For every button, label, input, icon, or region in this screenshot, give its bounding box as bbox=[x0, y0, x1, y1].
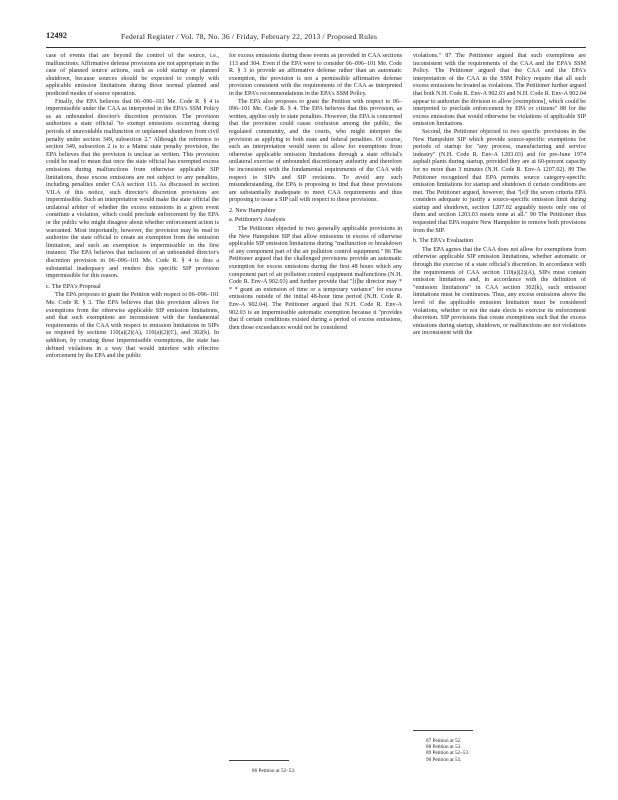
text-column-2 bbox=[229, 53, 402, 332]
section-heading: b. The EPA's Evaluation bbox=[413, 237, 474, 245]
paragraph: case of events that are beyond the control of the source, i.e., malfunctions. Affirmative defense provisions are not appropriate in the case of planned source actions, such as cold startup or planned shutdown, because sources should be expected to comply with applicable emission limitations during those normal planned and predicted modes of source operation. bbox=[46, 53, 220, 97]
footnotes-column-2 bbox=[252, 768, 332, 774]
paragraph: The EPA proposes to grant the Petition with respect to 06–096–101 Me. Code R. § 3. The EPA believes that this provision allows for exemptions from the otherwise applicable SIP emission limitations, and that such exemptions are inconsistent with the fundamental requirements of the CAA with respect to emission limitations in SIPs as required by sections 110(a)(2)(A), 110(a)(2)(C), and 302(k). In addition, by creating these impermissible exemptions, the state has defined violations in a way that would interfere with effective enforcement by the EPA and the public bbox=[46, 292, 219, 360]
footnote: 89 Petition at 52–53. bbox=[426, 750, 470, 757]
section-heading: c. The EPA's Proposal bbox=[46, 282, 101, 290]
footnote: 86 Petition at 52–53. bbox=[252, 768, 296, 774]
page-header bbox=[46, 31, 586, 45]
paragraph: Second, the Petitioner objected to two specific provisions in the New Hampshire SIP which provide source-specific exemptions for periods of startup for "any process, manufacturing and service industry" (N.H. Code R. Env-A 1203.03) and for pre-June 1974 asphalt plants during startup, provided they are at 60-percent capacity for no more than 3 minutes (N.H. Code R. Env-A 1207.02). 89 The Petitioner recognized that EPA permits source category-specific emission limitations for startup and shutdown if certain conditions are met. The Petitioner argued, however, that "[e]f the seven criteria EPA considers adequate to justify a source-specific emission limit during startup and shutdown, section 1207.02 arguably meets only one of them and section 1203.03 meets none at all." 90 The Petitioner thus requested that EPA require New Hampshire to remove both provisions from the SIP. bbox=[413, 128, 586, 234]
footnote-rule bbox=[229, 760, 289, 761]
footnote: 90 Petition at 53. bbox=[426, 756, 462, 763]
paragraph: The Petitioner objected to two generally applicable provisions in the New Hampshire SIP that allow emissions in excess of otherwise applicable SIP emission limitations during "malfunction or breakdown of any component part of the air pollution control equipment." 86 The Petitioner argued that the challenged provisions provide an automatic exemption for excess emissions during the first 48 hours which any component part of air pollution control equipment malfunctions (N.H. Code R. Env-A 902.03) and further provide that "[t]he director may * * * grant an extension of time or a temporary variance" for excess emissions outside of the initial 48-hour time period (N.H. Code R. Env-A 902.04). The Petitioner argued that N.H. Code R. Env-A 902.03 is an impermissible automatic exemption because it "provides that if certain conditions existed during a period of excess emissions, then those exceedances would not be considered bbox=[229, 226, 402, 331]
footnote: 87 Petition at 52. bbox=[426, 738, 462, 744]
header-rule bbox=[46, 47, 586, 48]
footnotes-column-3 bbox=[420, 738, 510, 763]
text-column-1 bbox=[46, 53, 219, 361]
section-heading: a. Petitioner's Analysis bbox=[229, 216, 286, 224]
footnote: 88 Petition at 53. bbox=[426, 744, 462, 751]
paragraph: Finally, the EPA believes that 06–096–101 Me. Code R. § 4 is impermissible under the CAA as interpreted in the EPA's SSM Policy as an unbounded director's discretion provision. The provision authorizes a state official "to exempt emissions occurring during periods of unavoidable malfunction or unplanned shutdown from civil penalty under section 349, subsection 2." Although the reference to section 349, subsection 2 is to a Maine state penalty provision, the EPA believes that the provision is unclear as written. This provision could be read to mean that once the state official has exempted excess emissions during malfunctions from otherwise applicable SIP limitations, those excess emissions are not subject to any penalties, including penalties under CAA section 113. As discussed in section VII.A of this notice, such director's discretion provisions are impermissible. Such an interpretation would make the state official the unilateral arbiter of whether the excess emissions in a given event constitute a violation, which could preclude enforcement by the EPA or the public who might disagree about whether enforcement action is warranted. Most importantly, however, the provision may be read to authorize the state official to create an exemption from the emission limitation, and such an exemption is impermissible in the first instance. The EPA believes that inclusion of an unbounded director's discretion provision in 06–096–101 Me. Code R. § 4 is thus a substantial inadequacy and renders this specific SIP provision impermissible for this reason. bbox=[46, 98, 219, 280]
text-column-3 bbox=[413, 53, 586, 338]
paragraph: The EPA also proposes to grant the Petition with respect to 06–096–101 Me. Code R. § 4. The EPA believes that this provision, as written, applies only to state penalties. However, the EPA is concerned that the provision could cause confusion among the public, the regulated community, and the courts, who might interpret the provision as applying to both state and federal penalties. Of course, such an interpretation would seem to allow for exemptions from otherwise applicable emission limitations through a state official's unilateral exercise of unbounded discretionary authority and therefore be inconsistent with the fundamental requirements of the CAA with respect to SIPs and SIP revisions. To avoid any such misunderstanding, the EPA is proposing to find that these provisions are substantially inadequate to meet CAA requirements and thus proposing to issue a SIP call with respect to these provisions. bbox=[229, 98, 402, 204]
paragraph: for excess emissions during these events as provided in CAA sections 113 and 304. Even if the EPA were to consider 06–096–101 Me. Code R. § 3 to provide an affirmative defense rather than an automatic exemption, the provision is not a permissible affirmative defense provision consistent with the requirements of the CAA as interpreted in the EPA's recommendations in the EPA's SSM Policy. bbox=[229, 53, 402, 97]
paragraph: The EPA agrees that the CAA does not allow for exemptions from otherwise applicable SIP emission limitations, whether automatic or through the exercise of a state official's discretion. In accordance with the requirements of CAA section 110(a)(2)(A), SIPs must contain emission limitations and, in accordance with the definition of "emission limitations" in CAA section 302(k), such emission limitations must be continuous. Thus, any excess emissions above the level of the applicable emission limitation must be considered violations, whether or not the state elects to exercise its enforcement discretion. SIP provisions that create exemptions such that the excess emissions during startup, shutdown, or malfunctions are not violations are inconsistent with the bbox=[413, 246, 586, 337]
section-heading: 2. New Hampshire bbox=[229, 206, 276, 214]
paragraph: violations." 87 The Petitioner argued that such exemptions are inconsistent with the requirements of the CAA and the EPA's SSM Policy. The Petitioner argued that the CAA and the EPA's interpretation of the CAA in the SSM Policy require that all such excess emissions be treated as violations. The Petitioner further argued that both N.H. Code R. Env-A 902.03 and N.H. Code R. Env-A 902.04 appear to authorize the division to allow [exemptions], which could be interpreted to preclude enforcement by EPA or citizens" 88 for the excess emissions that would otherwise be violations of applicable SIP emission limitations. bbox=[413, 53, 586, 128]
running-head: Federal Register / Vol. 78, No. 36 / Friday, February 22, 2013 / Proposed Rules bbox=[121, 32, 378, 41]
page-number: 12492 bbox=[46, 31, 67, 40]
footnote-rule bbox=[413, 730, 473, 731]
